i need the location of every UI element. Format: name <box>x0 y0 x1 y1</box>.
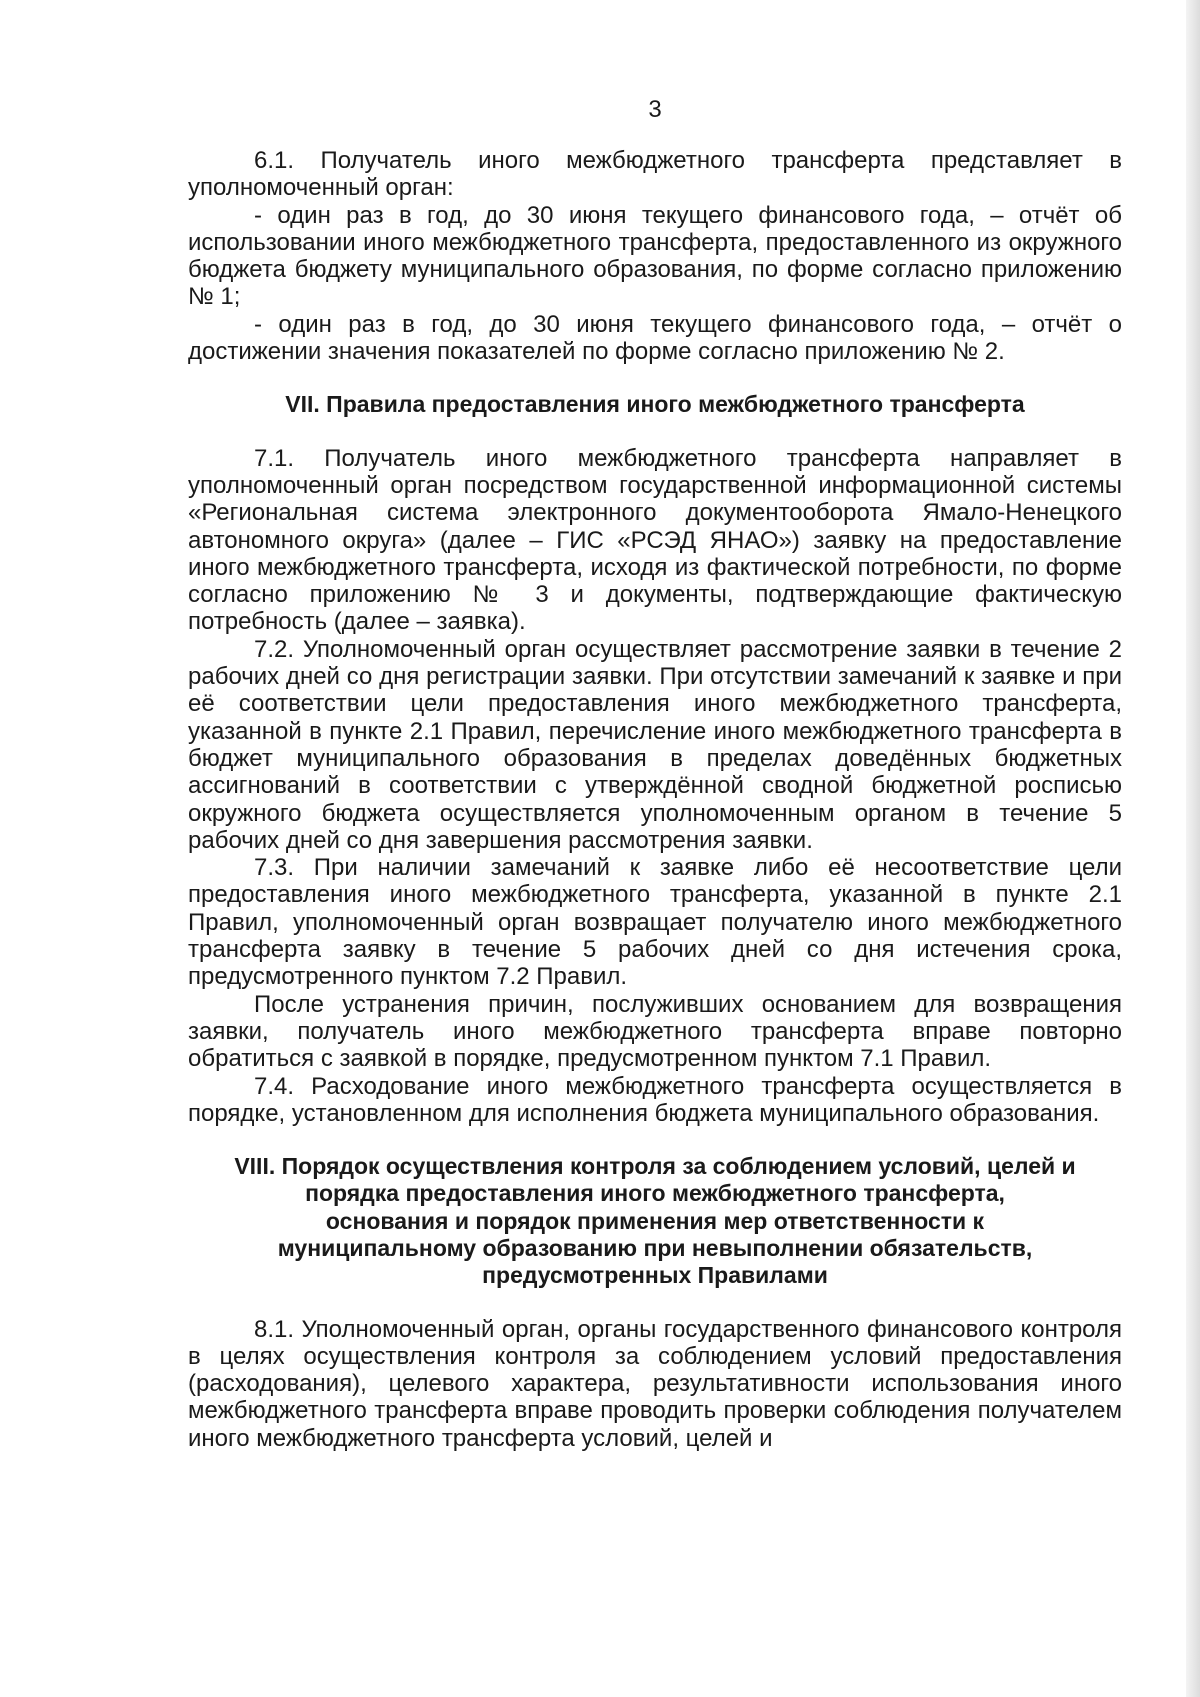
section-8-heading-line: основания и порядок применения мер ответственности к <box>325 1207 985 1234</box>
scan-edge-shadow <box>1186 0 1200 1697</box>
page-number: 3 <box>648 96 662 123</box>
paragraph-7-3: 7.3. При наличии замечаний к заявке либо её несоответствие цели предоставления иного межбюджетного трансферта, указанной в пункте 2.1 Правил, уполномоченный орган возвращает получателю иного межбюджетного трансферта заявку в течение 5 рабочих дней со дня истечения срока, предусмотренного пунктом 7.2 Правил. <box>188 854 1122 991</box>
section-8-heading-line: порядка предоставления иного межбюджетного трансферта, <box>305 1180 1005 1207</box>
section-8 <box>188 1316 1122 1452</box>
paragraph-8-1: 8.1. Уполномоченный орган, органы государственного финансового контроля в целях осуществления контроля за соблюдением условий предоставления (расходования), целевого характера, результативности использования иного межбюджетного трансферта вправе проводить проверки соблюдения получателем иного межбюджетного трансферта условий, целей и <box>188 1315 1122 1452</box>
paragraph-6-1-item-2: - один раз в год, до 30 июня текущего финансового года, – отчёт о достижении значения показателей по форме согласно приложению № 2. <box>188 310 1122 366</box>
paragraph-6-1-item-1: - один раз в год, до 30 июня текущего финансового года, – отчёт об использовании иного межбюджетного трансферта, предоставленного из окружного бюджета бюджету муниципального образования, по форме согласно приложению № 1; <box>188 201 1122 311</box>
section-7-heading: VII. Правила предоставления иного межбюджетного трансферта <box>285 391 1025 418</box>
paragraph-6-1: 6.1. Получатель иного межбюджетного трансферта представляет в уполномоченный орган: <box>188 147 1122 202</box>
section-8-heading <box>188 1153 1122 1289</box>
section-6 <box>188 147 1122 365</box>
paragraph-7-2: 7.2. Уполномоченный орган осуществляет рассмотрение заявки в течение 2 рабочих дней со дня регистрации заявки. При отсутствии замечаний к заявке и при её соответствии цели предоставления иного межбюджетного трансферта, указанной в пункте 2.1 Правил, перечисление иного межбюджетного трансферта в бюджет муниципального образования в пределах доведённых бюджетных ассигнований в соответствии с утверждённой сводной бюджетной росписью окружного бюджета осуществляется уполномоченным органом в течение 5 рабочих дней со дня завершения рассмотрения заявки. <box>188 635 1122 854</box>
paragraph-7-3-continued: После устранения причин, послуживших основанием для возвращения заявки, получатель иного межбюджетного трансферта вправе повторно обратиться с заявкой в порядке, предусмотренном пунктом 7.1 Правил. <box>188 990 1122 1073</box>
paragraph-7-1: 7.1. Получатель иного межбюджетного трансферта направляет в уполномоченный орган посредством государственной информационной системы «Региональная система электронного документооборота Ямало-Ненецкого автономного округа» (далее – ГИС «РСЭД ЯНАО») заявку на предоставление иного межбюджетного трансферта, исходя из фактической потребности, по форме согласно приложению № 3 и документы, подтверждающие фактическую потребность (далее – заявка). <box>188 444 1122 636</box>
paragraph-7-4: 7.4. Расходование иного межбюджетного трансферта осуществляется в порядке, установленном для исполнения бюджета муниципального образования. <box>188 1072 1122 1127</box>
document-body <box>188 96 1122 1452</box>
section-8-heading-line: муниципальному образованию при невыполнении обязательств, <box>277 1234 1033 1261</box>
section-7 <box>188 445 1122 1127</box>
section-8-heading-line: предусмотренных Правилами <box>482 1262 828 1289</box>
section-8-heading-line: VIII. Порядок осуществления контроля за соблюдением условий, целей и <box>234 1153 1076 1180</box>
